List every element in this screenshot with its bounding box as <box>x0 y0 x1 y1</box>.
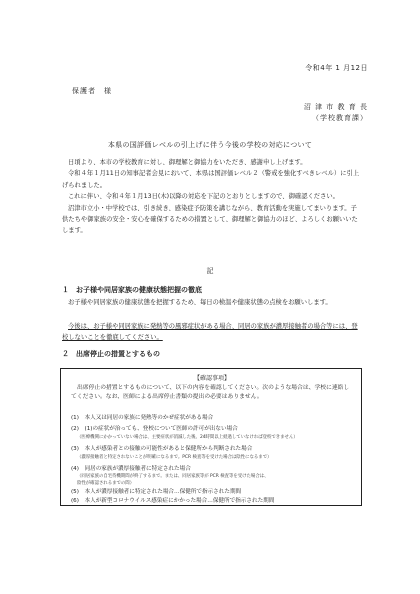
box-item: (3) 本人が感染者との接触の可能性があると保健所から判断された場合 <box>71 446 253 452</box>
box-item: (6) 本人が新型コロナウイルス感染症にかかった場合…保健所で指示された期間 <box>71 498 275 504</box>
underlined-instruction: 今後は、お子様や同居家族に発熱等の風邪症状がある場合、同居の家族が濃厚接触者の場合等には、登校しないことを徹底してください。 <box>62 323 358 341</box>
document-date: 令和4年 1 月12日 <box>305 64 368 72</box>
box-note: 陰性が確認されるまでの間） <box>77 481 135 486</box>
box-item: (2) (1)の症状が治っても、登校について医師の許可が出ない場合 <box>71 426 238 432</box>
section1-heading: １ お子様や同居家族の健康状態把握の徹底 <box>62 286 202 294</box>
box-item: (1) 本人又は同居の家族に発熱等のかぜ症状がある場合 <box>71 415 214 421</box>
sender-name: 沼 津 市 教 育 長 <box>303 103 368 111</box>
box-note: （医療機関にかかっていない場合は、主要症状が消滅した後、24時間以上経過していなければ登校できません） <box>77 435 298 440</box>
section1-underlined-text <box>62 321 362 343</box>
sender-department: （学校教育課） <box>312 114 368 122</box>
confirmation-box <box>60 368 362 506</box>
box-title: 【確認事項】 <box>193 375 230 382</box>
document-body <box>62 157 362 237</box>
box-intro: 出席停止の措置とするものについて、以下の内容を確認してください。次のような場合は、学校に連絡してください。なお、医師による出席停止書類の提出の必要はありません。 <box>71 385 350 400</box>
body-paragraph: 日頃より、本市の学校教育に対し、御理解と御協力をいただき、感謝申し上げます。 <box>68 159 307 166</box>
section1-text: お子様や同居家族の健康状態を把握するため、毎日の検温や健康状態の点検をお願いします。 <box>68 299 332 306</box>
sender-block <box>304 102 368 124</box>
document-title: 本県の国評価レベルの引上げに伴う今後の学校の対応について <box>107 141 313 149</box>
box-note: （同居家族の自宅待機期間が終了するまで。または、同居家族等が PCR 検査等を受けた場合は、 <box>77 474 269 479</box>
body-paragraph: 令和４年１月11日の知事記者会見において、本県は国評価レベル２（警戒を強化すべきレベル）に引上げられました。 <box>62 170 360 189</box>
section2-heading: ２ 出席停止の措置とするもの <box>62 350 160 358</box>
addressee: 保護者 様 <box>72 87 112 95</box>
box-item: (5) 本人が濃厚接触者に特定された場合…保健所で指示された期間 <box>71 489 242 495</box>
body-paragraph: これに伴い、令和４年１月13日(木)以降の対応を下記のとおりとしますので、御確認ください。 <box>68 193 339 201</box>
box-item: (4) 同居の家族が濃厚接触者に特定された場合 <box>71 466 191 472</box>
box-note: （濃厚接触者と特定されないことが明確になるまで。PCR 検査等を受けた場合は陰性になるまで） <box>77 455 272 460</box>
body-paragraph: 沼津市立小・中学校では、引き続き、感染症予防策を講じながら、教育活動を実施してまいります。子供たちや御家族の安全・安心を確保するための措置として、御理解と御協力のほど、よろしくお願いいたします。 <box>62 204 358 235</box>
ki-heading: 記 <box>206 267 214 275</box>
